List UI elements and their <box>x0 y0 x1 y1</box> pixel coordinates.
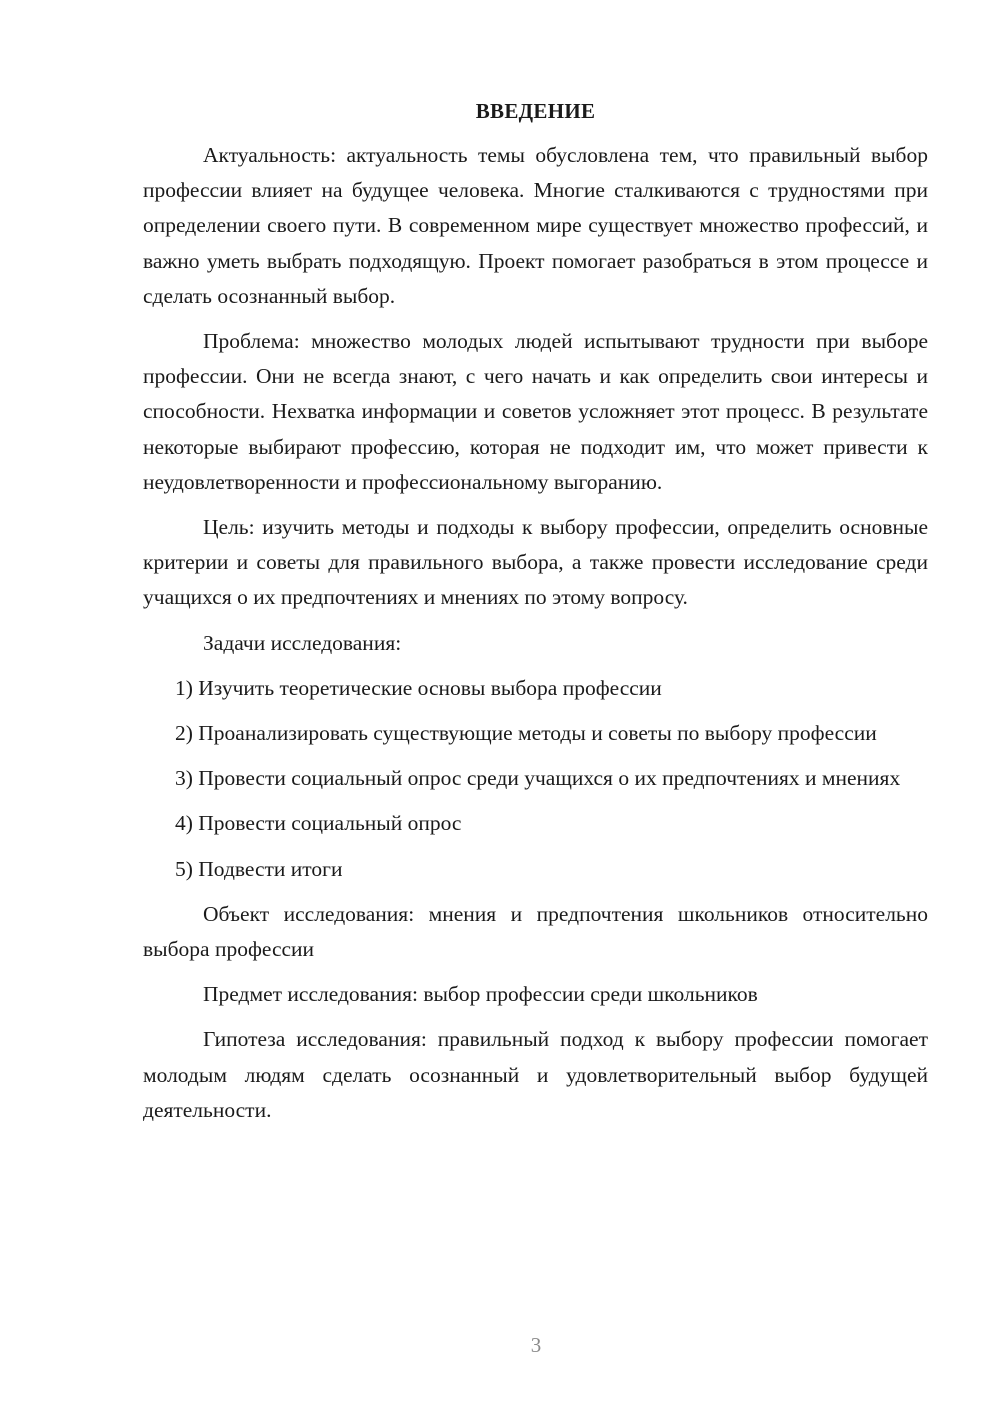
task-item-2: 2) Проанализировать существующие методы и советы по выбору профессии <box>175 721 877 746</box>
task-item-1: 1) Изучить теоретические основы выбора профессии <box>175 675 662 700</box>
paragraph-problem: Проблема: множество молодых людей испытывают трудности при выборе профессии. Они не всегда знают, с чего начать и как определить свои интересы и способности. Нехватка информации и советов усложняет этот процесс. В результате некоторые выбирают профессию, которая не подходит им, что может привести к неудовлетворенности и профессиональному выгоранию. <box>143 329 928 494</box>
task-item-4: 4) Провести социальный опрос <box>175 811 462 836</box>
paragraph-relevance: Актуальность: актуальность темы обусловлена тем, что правильный выбор профессии влияет на будущее человека. Многие сталкиваются с трудностями при определении своего пути. В современном мире существует множество профессий, и важно уметь выбрать подходящую. Проект помогает разобраться в этом процессе и сделать осознанный выбор. <box>143 143 928 308</box>
paragraph-hypothesis: Гипотеза исследования: правильный подход к выбору профессии помогает молодым людям сделать осознанный и удовлетворительный выбор будущей деятельности. <box>143 1027 928 1122</box>
page-number: 3 <box>530 1333 542 1357</box>
task-item-3: 3) Провести социальный опрос среди учащихся о их предпочтениях и мнениях <box>175 766 901 791</box>
tasks-heading: Задачи исследования: <box>203 630 402 655</box>
document-page <box>143 96 928 1138</box>
section-title: ВВЕДЕНИЕ <box>475 99 596 123</box>
paragraph-goal: Цель: изучить методы и подходы к выбору профессии, определить основные критерии и советы для правильного выбора, а также провести исследование среди учащихся о их предпочтениях и мнениях по этому вопросу. <box>143 515 928 610</box>
task-item-5: 5) Подвести итоги <box>175 856 343 881</box>
paragraph-subject: Предмет исследования: выбор профессии среди школьников <box>203 982 758 1007</box>
paragraph-object: Объект исследования: мнения и предпочтения школьников относительно выбора профессии <box>143 901 928 962</box>
